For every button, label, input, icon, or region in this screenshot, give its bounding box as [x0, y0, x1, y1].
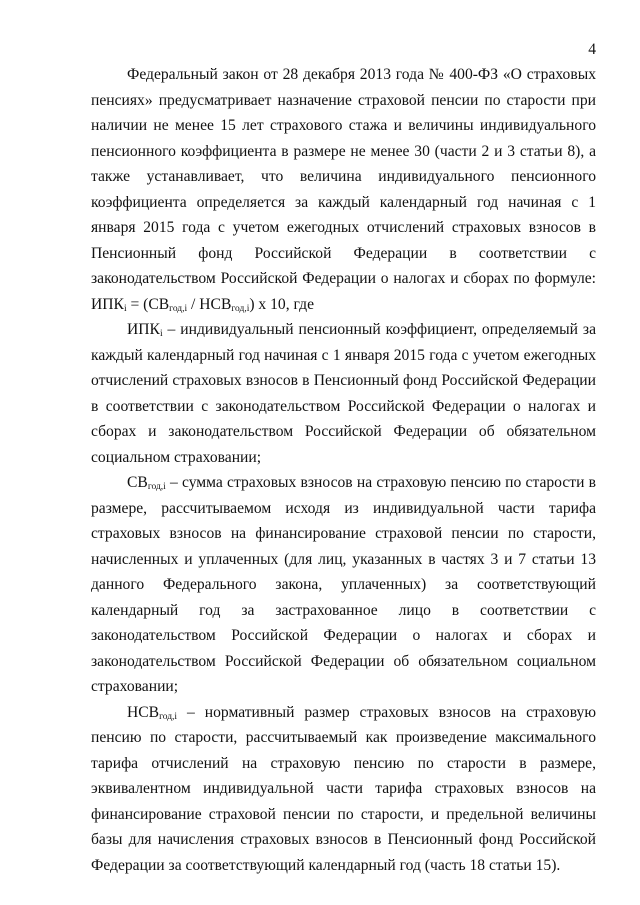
definition-text: – сумма страховых взносов на страховую пенсию по старости в размере, рассчитываемом исходя из индивидуальной части тарифа страховых взносов на финансирование страховой пенсии по старости, начисленных и уплаченных (для лиц, указанных в частях 3 и 7 статьи 13 данного Федерального закона, уплаченных) за соответствующий календарный год за застрахованное лицо в соответствии с законодательством Российской Федерации о налогах и сборах и законодательством Российской Федерации об обязательном социальном страховании; [91, 474, 596, 695]
formula-tail: ) x 10, где [249, 295, 314, 313]
formula-nsv: / НСВ [187, 295, 232, 313]
term-nsv: НСВ [127, 703, 160, 721]
paragraph-sv-definition [91, 470, 596, 700]
paragraph-nsv-definition [91, 700, 596, 879]
paragraph-text: Федеральный закон от 28 декабря 2013 года № 400-ФЗ «О страховых пенсиях» предусматривает назначение страховой пенсии по старости при наличии не менее 15 лет страхового стажа и величины индивидуального пенсионного коэффициента в размере не менее 30 (части 2 и 3 статьи 8), а также устанавливает, что величина индивидуального пенсионного коэффициента определяется за каждый календарный год начиная с 1 января 2015 года с учетом ежегодных отчислений страховых взносов в Пенсионный фонд Российской Федерации в соответствии с законодательством Российской Федерации о налогах и сборах по формуле: [91, 66, 596, 287]
formula-sv: = (СВ [126, 295, 170, 313]
formula-nsv-subscript: год,i [231, 303, 250, 314]
formula [91, 296, 314, 313]
paragraph-ipk-definition [91, 317, 596, 470]
term-sv: СВ [127, 474, 148, 491]
page-number: 4 [588, 41, 596, 58]
document-body [91, 62, 596, 878]
definition-text: – индивидуальный пенсионный коэффициент, определяемый за каждый календарный год начиная с 1 января 2015 года с учетом ежегодных отчислений страховых взносов в Пенсионный фонд Российской Федерации в соответствии с законодательством Российской Федерации о налогах и сборах и законодательством Российской Федерации об обязательном социальном страховании; [91, 321, 596, 466]
definition-text: – нормативный размер страховых взносов на страховую пенсию по старости, рассчитываемый как произведение максимального тарифа отчислений на страховую пенсию по старости в размере, эквивалентном индивидуальной части тарифа страховых взносов на финансирование страховой пенсии по старости, и предельной величины базы для начисления страховых взносов в Пенсионный фонд Российской Федерации за соответствующий календарный год (часть 18 статьи 15). [91, 703, 596, 874]
term-ipk-subscript: i [159, 329, 163, 339]
term-nsv-subscript: год,i [159, 711, 178, 722]
formula-ipk-subscript: i [123, 303, 127, 314]
formula-sv-subscript: год,i [169, 303, 188, 314]
formula-ipk: ИПК [91, 295, 124, 313]
term-sv-subscript: год,i [147, 482, 166, 492]
term-ipk: ИПК [127, 321, 160, 338]
paragraph-law-description [91, 62, 596, 317]
